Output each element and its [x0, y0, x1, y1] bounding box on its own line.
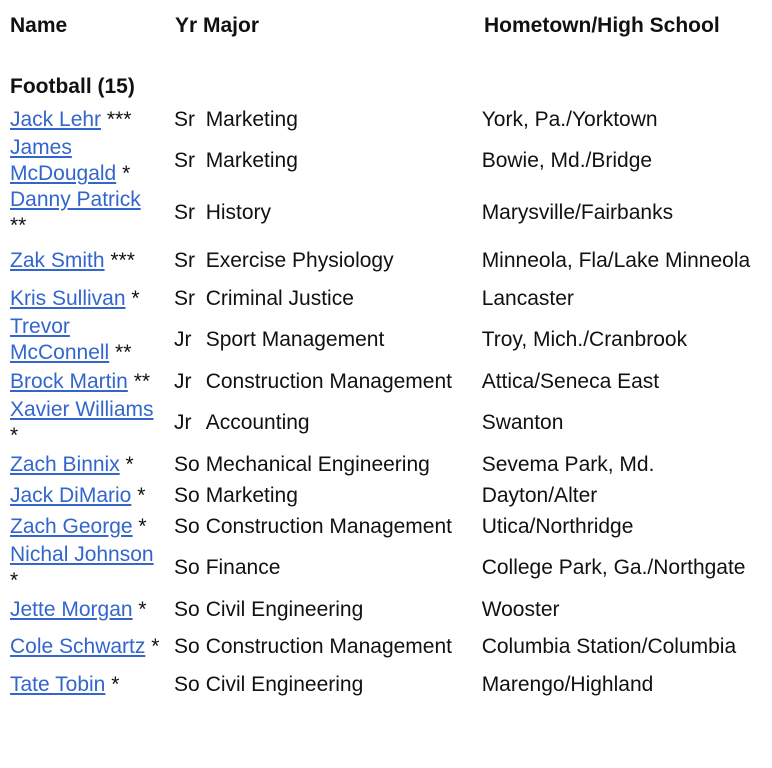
- name-cell: [4, 511, 168, 542]
- roster-table: [4, 104, 768, 700]
- table-row: [4, 480, 768, 511]
- name-cell: [4, 542, 168, 594]
- hometown-cell: Utica/Northridge: [481, 514, 634, 538]
- player-link[interactable]: Zach Binnix: [10, 452, 120, 476]
- major-cell: Construction Management: [205, 369, 452, 393]
- year-cell: So: [174, 452, 200, 476]
- player-link[interactable]: Jette Morgan: [10, 597, 133, 621]
- player-link[interactable]: Zach George: [10, 514, 133, 538]
- major-cell: Marketing: [205, 483, 298, 507]
- table-row: [4, 397, 768, 449]
- year-cell: So: [174, 672, 200, 696]
- name-cell: [4, 669, 168, 700]
- name-cell: [4, 135, 168, 187]
- letter-stars: *: [131, 483, 146, 507]
- player-link[interactable]: Xavier Williams: [10, 398, 154, 421]
- player-link[interactable]: Jack Lehr: [10, 107, 102, 131]
- table-row: [4, 542, 768, 594]
- table-row: [4, 511, 768, 542]
- letter-stars: *: [119, 452, 134, 476]
- letter-stars: **: [10, 214, 27, 237]
- major-cell: Civil Engineering: [205, 672, 364, 696]
- table-row: [4, 135, 768, 187]
- year-cell: So: [174, 556, 200, 579]
- player-link[interactable]: Jack DiMario: [10, 483, 132, 507]
- major-cell: Marketing: [205, 149, 298, 172]
- table-row: [4, 283, 768, 314]
- major-cell: Mechanical Engineering: [205, 452, 430, 476]
- major-cell: Accounting: [205, 411, 310, 434]
- major-cell: History: [205, 201, 272, 224]
- year-cell: Sr: [174, 107, 195, 131]
- letter-stars: *: [116, 162, 131, 185]
- player-link[interactable]: Brock Martin: [10, 369, 128, 393]
- year-cell: Sr: [174, 201, 195, 224]
- major-cell: Sport Management: [205, 328, 385, 351]
- letter-stars: *: [125, 286, 140, 310]
- major-cell: Exercise Physiology: [205, 249, 394, 272]
- table-row: [4, 594, 768, 625]
- year-cell: Jr: [174, 328, 192, 351]
- letter-stars: *: [132, 597, 147, 621]
- year-cell: Sr: [174, 286, 195, 310]
- letter-stars: **: [127, 369, 151, 393]
- major-cell: Criminal Justice: [205, 286, 354, 310]
- hometown-cell: Troy, Mich./Cranbrook: [481, 328, 688, 351]
- name-cell: [4, 397, 168, 449]
- letter-stars: ***: [101, 107, 132, 131]
- section-title: Football (15): [10, 75, 135, 98]
- name-cell: [4, 594, 168, 625]
- hometown-cell: Wooster: [481, 597, 560, 621]
- table-row: [4, 366, 768, 397]
- year-cell: So: [174, 514, 200, 538]
- major-cell: Civil Engineering: [205, 597, 364, 621]
- table-row: [4, 669, 768, 700]
- table-row: [4, 314, 768, 366]
- player-link[interactable]: James McDougald: [10, 136, 117, 185]
- header-yr-major: Yr Major: [175, 14, 260, 37]
- hometown-cell: York, Pa./Yorktown: [481, 107, 658, 131]
- hometown-cell: Columbia Station/Columbia: [481, 635, 737, 658]
- player-link[interactable]: Cole Schwartz: [10, 635, 146, 658]
- player-link[interactable]: Trevor McConnell: [10, 315, 110, 364]
- major-cell: Finance: [205, 556, 281, 579]
- name-cell: [4, 366, 168, 397]
- name-cell: [4, 449, 168, 480]
- year-cell: So: [174, 597, 200, 621]
- year-cell: Jr: [174, 411, 192, 434]
- hometown-cell: Marengo/Highland: [481, 672, 654, 696]
- year-cell: Sr: [174, 149, 195, 172]
- year-cell: Sr: [174, 249, 195, 272]
- player-link[interactable]: Nichal Johnson: [10, 543, 154, 566]
- name-cell: [4, 480, 168, 511]
- major-cell: Marketing: [205, 107, 298, 131]
- hometown-cell: Dayton/Alter: [481, 483, 598, 507]
- hometown-cell: Minneola, Fla/Lake Minneola: [481, 249, 751, 272]
- year-cell: Jr: [174, 369, 192, 393]
- hometown-cell: Marysville/Fairbanks: [481, 201, 674, 224]
- hometown-cell: Sevema Park, Md.: [481, 452, 655, 476]
- player-link[interactable]: Zak Smith: [10, 249, 105, 272]
- header-hometown: Hometown/High School: [484, 14, 720, 37]
- letter-stars: **: [109, 341, 132, 364]
- name-cell: [4, 625, 168, 669]
- major-cell: Construction Management: [205, 514, 452, 538]
- major-cell: Construction Management: [205, 635, 452, 658]
- name-cell: [4, 283, 168, 314]
- year-cell: So: [174, 635, 200, 658]
- header-name: Name: [10, 14, 68, 37]
- letter-stars: *: [105, 672, 120, 696]
- name-cell: [4, 314, 168, 366]
- player-link[interactable]: Kris Sullivan: [10, 286, 126, 310]
- table-header: [0, 10, 772, 42]
- name-cell: [4, 239, 168, 283]
- letter-stars: *: [10, 424, 19, 447]
- letter-stars: *: [10, 569, 19, 592]
- table-row: [4, 449, 768, 480]
- name-cell: [4, 187, 168, 239]
- table-row: [4, 187, 768, 239]
- hometown-cell: Bowie, Md./Bridge: [481, 149, 653, 172]
- hometown-cell: College Park, Ga./Northgate: [481, 556, 746, 579]
- player-link[interactable]: Tate Tobin: [10, 672, 106, 696]
- hometown-cell: Attica/Seneca East: [481, 369, 660, 393]
- hometown-cell: Lancaster: [481, 286, 574, 310]
- year-cell: So: [174, 483, 200, 507]
- hometown-cell: Swanton: [481, 411, 564, 434]
- player-link[interactable]: Danny Patrick: [10, 188, 141, 211]
- table-row: [4, 104, 768, 135]
- name-cell: [4, 104, 168, 135]
- table-row: [4, 625, 768, 669]
- letter-stars: *: [145, 635, 160, 658]
- letter-stars: ***: [104, 249, 135, 272]
- letter-stars: *: [132, 514, 147, 538]
- table-row: [4, 239, 768, 283]
